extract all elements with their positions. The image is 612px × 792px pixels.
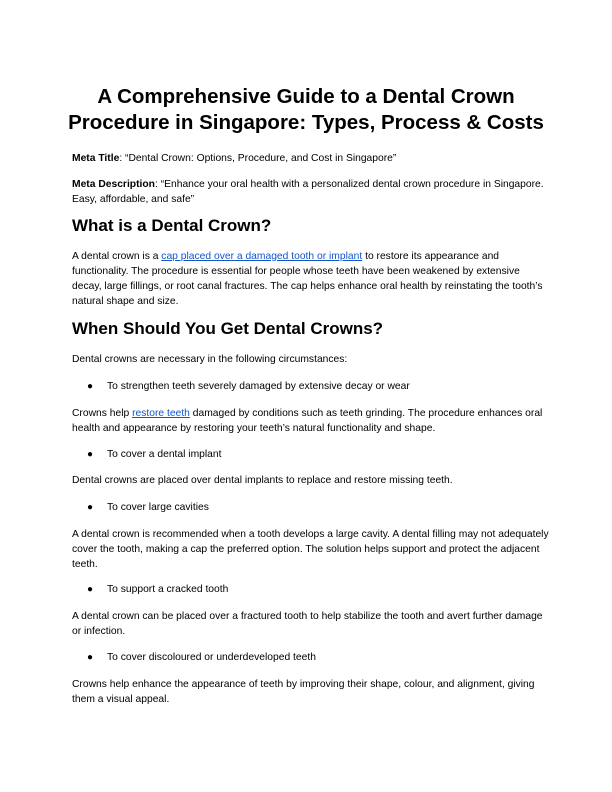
bullet-icon: ● bbox=[87, 584, 94, 595]
bullet-icon: ● bbox=[87, 381, 94, 392]
bullet-icon: ● bbox=[87, 502, 94, 513]
paragraph-text: Crowns help bbox=[72, 408, 133, 419]
bullet-item: To support a cracked tooth bbox=[107, 584, 229, 595]
bullet-item: To strengthen teeth severely damaged by extensive decay or wear bbox=[107, 381, 410, 392]
paragraph-text: damaged by conditions such as teeth grinding. The procedure enhances oral health and appearance by restoring your teeth’s natural functionality and shape. bbox=[72, 408, 543, 434]
bullet-item: To cover a dental implant bbox=[107, 449, 222, 460]
paragraph-definition bbox=[72, 249, 552, 309]
meta-description bbox=[72, 177, 552, 207]
meta-title-value: : “Dental Crown: Options, Procedure, and Cost in Singapore” bbox=[119, 153, 397, 164]
page-title: A Comprehensive Guide to a Dental Crown Procedure in Singapore: Types, Process & Costs bbox=[68, 85, 544, 134]
bullet-icon: ● bbox=[87, 449, 94, 460]
paragraph-item-body: A dental crown can be placed over a fractured tooth to help stabilize the tooth and avert further damage or infection. bbox=[72, 611, 543, 637]
paragraph-item-body: Crowns help enhance the appearance of teeth by improving their shape, colour, and alignment, giving them a visual appeal. bbox=[72, 679, 535, 705]
meta-title bbox=[72, 151, 552, 166]
paragraph-item-body bbox=[72, 406, 552, 436]
restore-teeth-link[interactable]: restore teeth bbox=[132, 408, 190, 419]
bullet-icon: ● bbox=[87, 652, 94, 663]
cap-link[interactable]: cap placed over a damaged tooth or implant bbox=[161, 251, 363, 262]
paragraph-item-body: Dental crowns are placed over dental implants to replace and restore missing teeth. bbox=[72, 475, 453, 486]
paragraph-text: A dental crown is a bbox=[72, 251, 162, 262]
meta-title-label: Meta Title bbox=[72, 153, 120, 164]
meta-description-label: Meta Description bbox=[72, 179, 155, 190]
paragraph-text: to restore its appearance and functionality. The procedure is essential for people whose teeth have been weakened by extensive decay, large fillings, or root canal fractures. The cap helps enhance oral health by reinstating the tooth’s natural shape and size. bbox=[72, 251, 543, 307]
bullet-item: To cover large cavities bbox=[107, 502, 209, 513]
meta-description-value: : “Enhance your oral health with a personalized dental crown procedure in Singapore. Easy, affordable, and safe” bbox=[72, 179, 544, 205]
section-heading-when: When Should You Get Dental Crowns? bbox=[72, 319, 384, 338]
section-heading-what-is: What is a Dental Crown? bbox=[72, 216, 272, 235]
paragraph-intro: Dental crowns are necessary in the following circumstances: bbox=[72, 354, 348, 365]
paragraph-item-body: A dental crown is recommended when a tooth develops a large cavity. A dental filling may not adequately cover the tooth, making a cap the preferred option. The solution helps support and protect the adjacent teeth. bbox=[72, 529, 549, 570]
bullet-item: To cover discoloured or underdeveloped teeth bbox=[107, 652, 316, 663]
